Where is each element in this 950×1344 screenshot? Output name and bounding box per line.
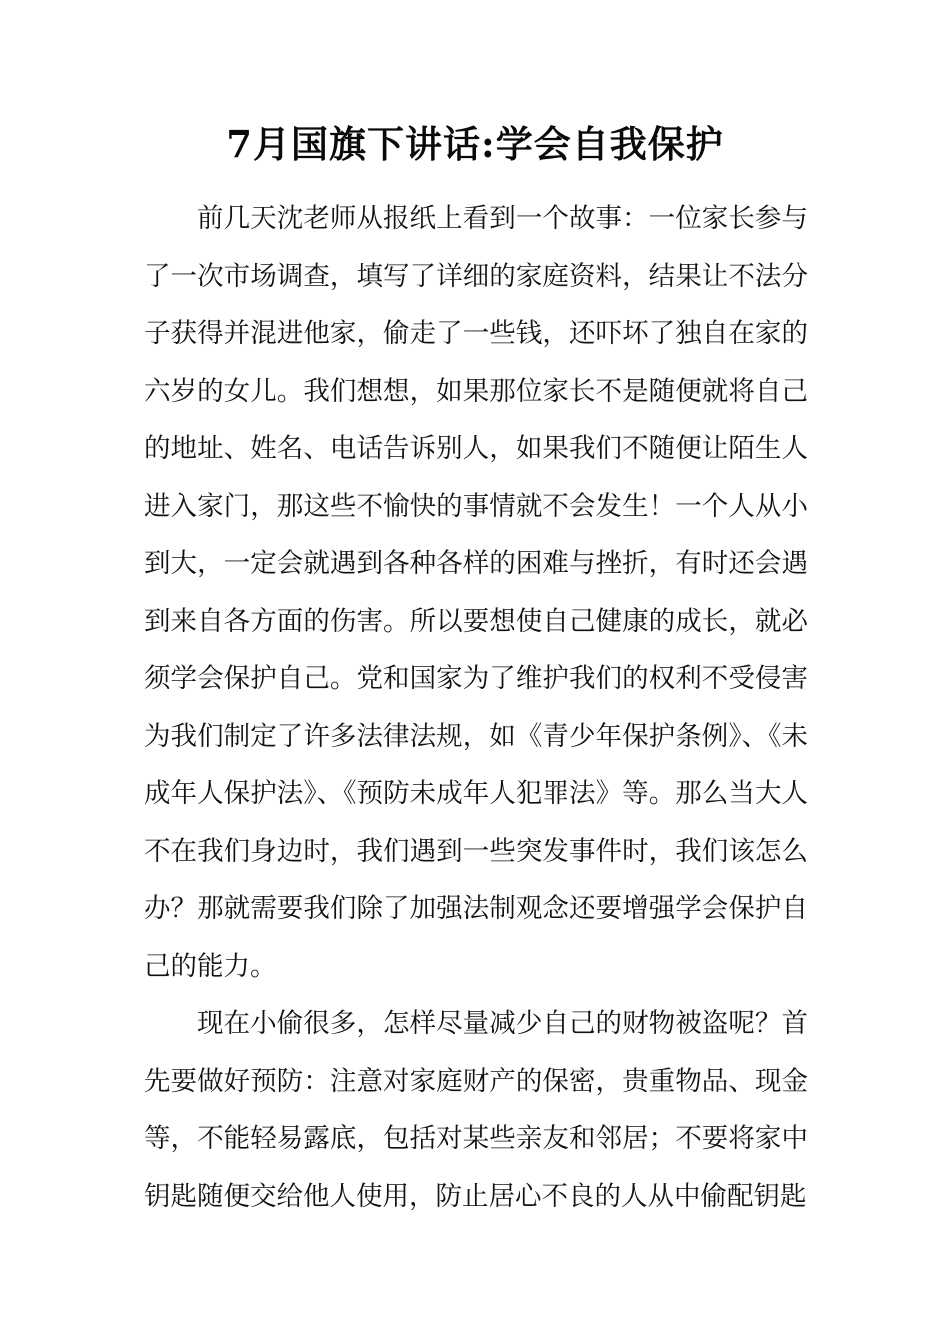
paragraph-2: 现在小偷很多，怎样尽量减少自己的财物被盗呢？首先要做好预防：注意对家庭财产的保密，贵重物品、现金等，不能轻易露底，包括对某些亲友和邻居；不要将家中钥匙随便交给他人使用，防止居心不良的人从中偷配钥匙: [144, 1008, 808, 1212]
page-title: 7月国旗下讲话:学会自我保护: [226, 122, 724, 166]
paragraph-1: 前几天沈老师从报纸上看到一个故事：一位家长参与了一次市场调查，填写了详细的家庭资料，结果让不法分子获得并混进他家，偷走了一些钱，还吓坏了独自在家的六岁的女儿。我们想想，如果那位家长不是随便就将自己的地址、姓名、电话告诉别人，如果我们不随便让陌生人进入家门，那这些不愉快的事情就不会发生！一个人从小到大，一定会就遇到各种各样的困难与挫折，有时还会遇到来自各方面的伤害。所以要想使自己健康的成长，就必须学会保护自己。党和国家为了维护我们的权利不受侵害为我们制定了许多法律法规，如《青少年保护条例》、《未成年人保护法》、《预防未成年人犯罪法》等。那么当大人不在我们身边时，我们遇到一些突发事件时，我们该怎么办？那就需要我们除了加强法制观念还要增强学会保护自己的能力。: [144, 203, 808, 982]
document-body: [144, 190, 808, 1225]
